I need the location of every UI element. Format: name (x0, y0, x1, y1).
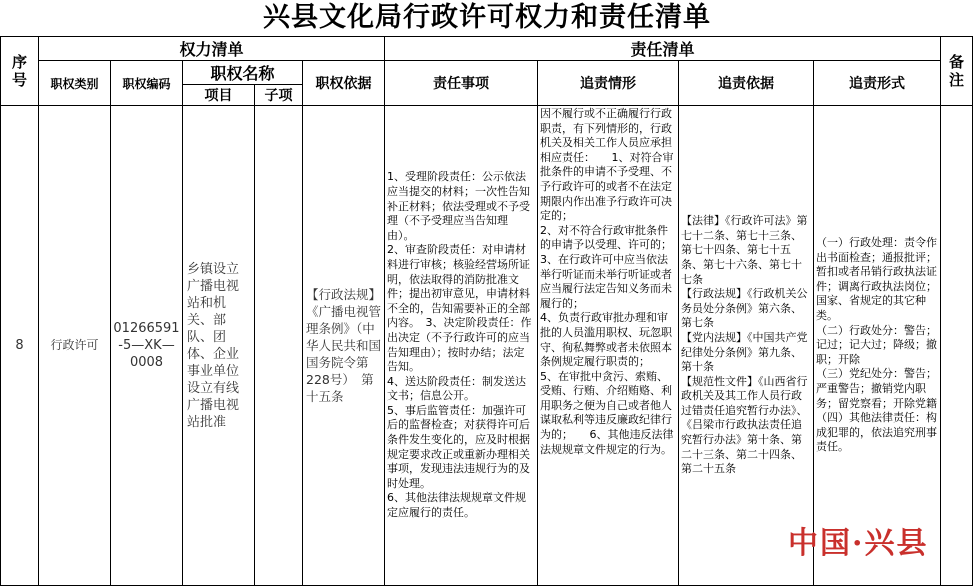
cell-accountability-basis: 【法律】《行政许可法》第七十二条、第七十三条、第七十四条、第七十五条、第七十六条、第七十七条 【行政法规】《行政机关公务员处分条例》第六条、第七条 【党内法规】《中国共产党纪律处分条例》第九条、第十条 【规范性文件】《山西省行政机关及其工作人员行政过错责任追究暂行办法》、《吕梁市行政执法责任追究暂行办法》第十条、第二十三条、第二十四条、第二十五条 (679, 106, 814, 586)
watermark-logo: 中国·兴县 (788, 526, 929, 561)
header-power-name: 职权名称 (183, 61, 303, 85)
cell-power-basis: 【行政法规】《广播电视管理条例》（中华人民共和国国务院令第228号） 第十五条 (303, 106, 385, 586)
header-accountability: 追责情形 (538, 61, 679, 106)
cell-duty-matters: 1、受理阶段责任：公示依法应当提交的材料；一次性告知补正材料；依法受理或不予受理（不予受理应当告知理由）。 2、审查阶段责任：对申请材料进行审核；核验经营场所证明，依法取得的消防批准文件；提出初审意见，申请材料不全的，告知需要补正的全部内容。 3、决定阶段责任：作出决定（不予行政许可的应当告知理由）；按时办结；法定告知。 4、送达阶段责任：制发送达文书；信息公开。 5、事后监管责任：加强许可后的监督检查；对获得许可后条件发生变化的，应及时根据规定要求改正或重新办理相关事项，发现违法违规行为的及时处理。 6、其他法律法规规章文件规定应履行的责任。 (385, 106, 538, 586)
header-power-type: 职权类别 (39, 61, 111, 106)
page-title: 兴县文化局行政许可权力和责任清单 (263, 2, 711, 33)
header-seq: 序号 (1, 37, 39, 106)
cell-accountability-form: （一）行政处理：责令作出书面检查；通报批评；暂扣或者吊销行政执法证件；调离行政执法岗位；国家、省规定的其它种类。 （二）行政处分：警告；记过；记大过；降级；撤职；开除 （三）党纪处分：警告；严重警告；撤销党内职务；留党察看；开除党籍 （四）其他法律责任：构成犯罪的，依法追究刑事责任。 (814, 106, 941, 586)
header-duty-matters: 责任事项 (385, 61, 538, 106)
cell-seq: 8 (1, 106, 39, 586)
header-power-basis: 职权依据 (303, 61, 385, 106)
cell-power-type: 行政许可 (39, 106, 111, 586)
cell-sub-item (255, 106, 303, 586)
header-remark: 备注 (941, 37, 973, 106)
header-duty-list: 责任清单 (385, 37, 941, 61)
cell-power-code: 01266591 -5—XK— 0008 (111, 106, 183, 586)
header-sub-item: 子项 (255, 85, 303, 106)
header-accountability-form: 追责形式 (814, 61, 941, 106)
cell-remark (941, 106, 973, 586)
header-accountability-basis: 追责依据 (679, 61, 814, 106)
responsibility-table (0, 36, 973, 586)
header-power-list: 权力清单 (39, 37, 385, 61)
cell-item: 乡镇设立广播电视站和机关、部队、团体、企业事业单位设立有线广播电视站批准 (183, 106, 255, 586)
cell-accountability: 因不履行或不正确履行行政职责，有下列情形的，行政机关及相关工作人员应承担相应责任： 1、对符合审批条件的申请不予受理、不予行政许可的或者不在法定期限内作出准予行政许可决定的； 2、对不符合行政审批条件的申请予以受理、许可的； 3、在行政许可中应当依法举行听证而未举行听证或者应当履行法定告知义务而未履行的； 4、负责行政审批办理和审批的人员滥用职权、玩忽职守、徇私舞弊或者未依照本条例规定履行职责的； 5、在审批中贪污、索贿、受贿、行贿、介绍贿赂、利用职务之便为自己或者他人谋取私利等违反廉政纪律行为的； 6、其他违反法律法规规章文件规定的行为。 (538, 106, 679, 586)
header-power-code: 职权编码 (111, 61, 183, 106)
header-item: 项目 (183, 85, 255, 106)
